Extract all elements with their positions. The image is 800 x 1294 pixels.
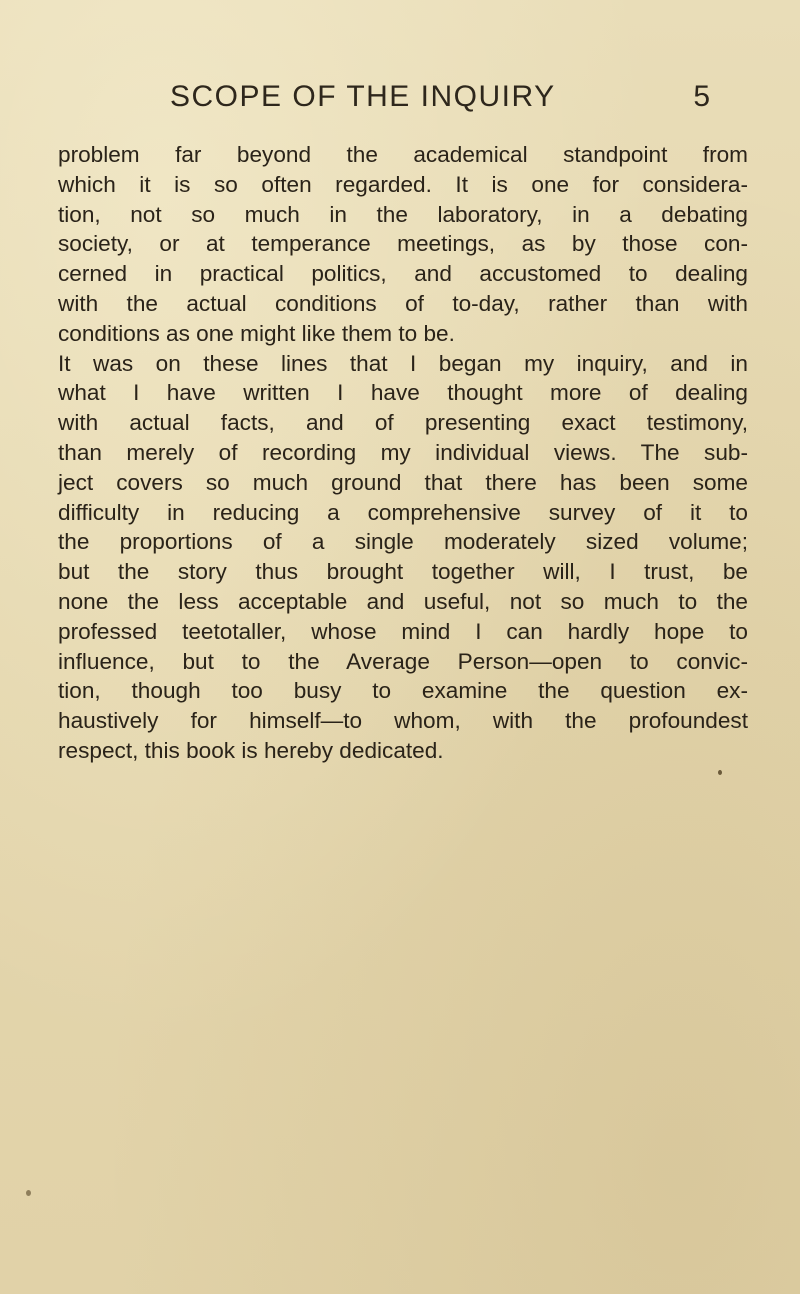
text-line: influence, but to the Average Person—open to convic- bbox=[58, 648, 748, 674]
text-line: haustively for himself—to whom, with the profoundest bbox=[58, 708, 748, 734]
text-line: which it is so often regarded. It is one for considera- bbox=[58, 171, 748, 197]
text-line: It was on these lines that I began my inquiry, and in bbox=[58, 350, 748, 376]
text-line: but the story thus brought together will, I trust, be bbox=[58, 559, 748, 585]
text-line: respect, this book is hereby dedicated. bbox=[58, 737, 444, 763]
text-line: none the less acceptable and useful, not so much to the bbox=[58, 588, 748, 614]
text-line: problem far beyond the academical standpoint from bbox=[58, 142, 748, 167]
text-line: professed teetotaller, whose mind I can hardly hope to bbox=[58, 618, 748, 644]
text-line: with actual facts, and of presenting exact testimony, bbox=[58, 410, 748, 436]
paper-speck bbox=[718, 770, 722, 775]
text-line: conditions as one might like them to be. bbox=[58, 320, 455, 346]
body-text bbox=[58, 140, 748, 766]
text-line: ject covers so much ground that there has been some bbox=[58, 469, 748, 495]
paper-speck bbox=[26, 1190, 31, 1196]
running-header bbox=[40, 80, 760, 124]
text-line: tion, though too busy to examine the question ex- bbox=[58, 678, 748, 704]
running-title: SCOPE OF THE INQUIRY bbox=[170, 80, 556, 113]
text-line: the proportions of a single moderately sized volume; bbox=[58, 529, 748, 555]
text-line: what I have written I have thought more of dealing bbox=[58, 380, 748, 406]
text-line: tion, not so much in the laboratory, in a debating bbox=[58, 201, 748, 227]
text-line: difficulty in reducing a comprehensive survey of it to bbox=[58, 499, 748, 525]
text-line: than merely of recording my individual views. The sub- bbox=[58, 439, 748, 465]
text-line: with the actual conditions of to-day, rather than with bbox=[58, 290, 748, 316]
page-number: 5 bbox=[693, 80, 710, 113]
text-line: cerned in practical politics, and accustomed to dealing bbox=[58, 261, 748, 287]
text-line: society, or at temperance meetings, as by those con- bbox=[58, 231, 748, 257]
